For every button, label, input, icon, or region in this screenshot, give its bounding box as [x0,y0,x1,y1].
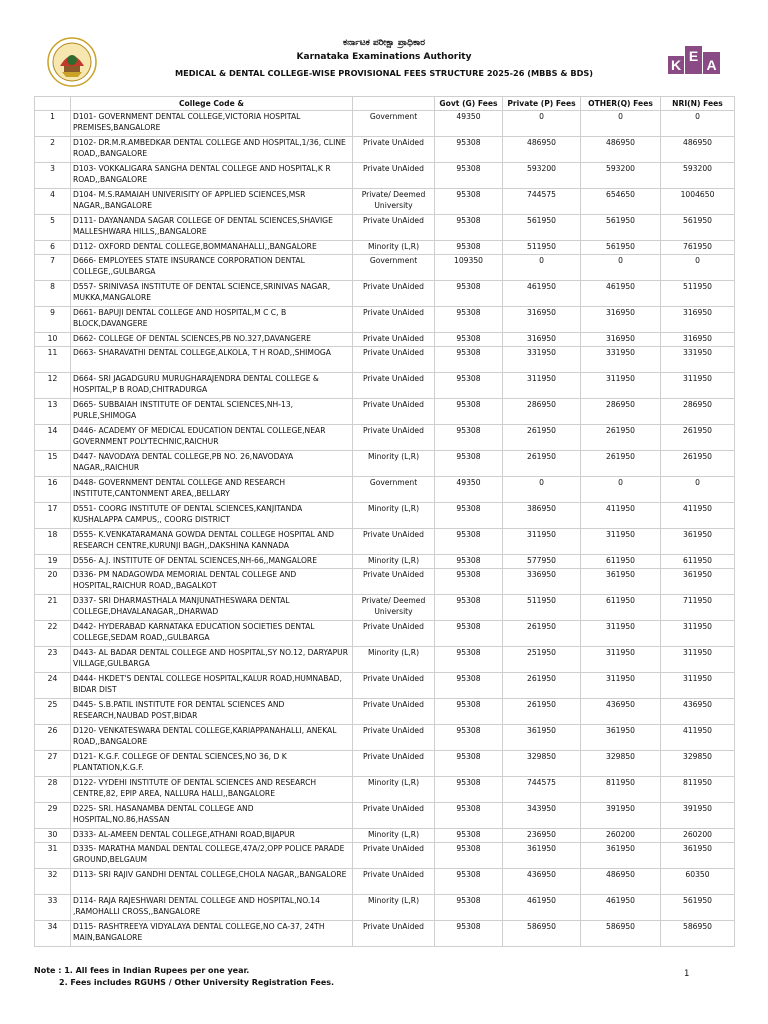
cell-govt-fee: 95308 [435,895,503,921]
cell-other-fee: 261950 [581,425,661,451]
cell-type: Private UnAided [353,699,435,725]
cell-sl: 28 [35,777,71,803]
cell-govt-fee: 95308 [435,829,503,843]
cell-nri-fee: 561950 [661,895,735,921]
table-row [35,241,735,255]
cell-private-fee: 261950 [503,673,581,699]
table-row [35,451,735,477]
cell-nri-fee: 391950 [661,803,735,829]
cell-private-fee: 261950 [503,425,581,451]
svg-text:E: E [688,48,699,64]
cell-nri-fee: 511950 [661,281,735,307]
cell-govt-fee: 95308 [435,803,503,829]
cell-other-fee: 331950 [581,347,661,373]
cell-govt-fee: 109350 [435,255,503,281]
column-header-private: Private (P) Fees [503,97,581,111]
cell-type: Minority (L,R) [353,829,435,843]
cell-other-fee: 361950 [581,569,661,595]
cell-sl: 14 [35,425,71,451]
table-body [35,111,735,947]
table-row [35,425,735,451]
cell-other-fee: 361950 [581,843,661,869]
cell-govt-fee: 95308 [435,843,503,869]
cell-college: D102- DR.M.R.AMBEDKAR DENTAL COLLEGE AND HOSPITAL,1/36, CLINE ROAD,,BANGALORE [71,137,353,163]
table-row [35,215,735,241]
cell-college: D445- S.B.PATIL INSTITUTE FOR DENTAL SCIENCES AND RESEARCH,NAUBAD POST,BIDAR [71,699,353,725]
cell-college: D442- HYDERABAD KARNATAKA EDUCATION SOCIETIES DENTAL COLLEGE,SEDAM ROAD,,GULBARGA [71,621,353,647]
cell-type: Private UnAided [353,529,435,555]
cell-other-fee: 316950 [581,333,661,347]
cell-other-fee: 486950 [581,869,661,895]
cell-nri-fee: 586950 [661,921,735,947]
table-row [35,189,735,215]
cell-private-fee: 336950 [503,569,581,595]
cell-type: Private UnAided [353,725,435,751]
cell-nri-fee: 0 [661,255,735,281]
cell-type: Private UnAided [353,281,435,307]
cell-nri-fee: 261950 [661,451,735,477]
cell-other-fee: 329850 [581,751,661,777]
column-header-sl [35,97,71,111]
cell-type: Private/ Deemed University [353,189,435,215]
cell-type: Private UnAided [353,803,435,829]
cell-govt-fee: 95308 [435,307,503,333]
cell-sl: 22 [35,621,71,647]
cell-sl: 31 [35,843,71,869]
cell-college: D556- A.J. INSTITUTE OF DENTAL SCIENCES,NH-66,,MANGALORE [71,555,353,569]
cell-nri-fee: 411950 [661,725,735,751]
cell-sl: 11 [35,347,71,373]
cell-other-fee: 361950 [581,725,661,751]
cell-college: D663- SHARAVATHI DENTAL COLLEGE,ALKOLA, T H ROAD,,SHIMOGA [71,347,353,373]
table-row [35,333,735,347]
table-row [35,843,735,869]
cell-type: Private UnAided [353,215,435,241]
cell-sl: 29 [35,803,71,829]
table-row [35,307,735,333]
table-row [35,921,735,947]
table-row [35,137,735,163]
cell-other-fee: 461950 [581,895,661,921]
table-row [35,869,735,895]
cell-private-fee: 0 [503,255,581,281]
table-row [35,621,735,647]
cell-sl: 10 [35,333,71,347]
cell-sl: 6 [35,241,71,255]
cell-nri-fee: 761950 [661,241,735,255]
cell-sl: 9 [35,307,71,333]
cell-govt-fee: 95308 [435,189,503,215]
cell-govt-fee: 95308 [435,215,503,241]
cell-govt-fee: 49350 [435,111,503,137]
cell-type: Private UnAided [353,751,435,777]
cell-college: D336- PM NADAGOWDA MEMORIAL DENTAL COLLEGE AND HOSPITAL,RAICHUR ROAD,,BAGALKOT [71,569,353,595]
cell-sl: 25 [35,699,71,725]
cell-private-fee: 361950 [503,843,581,869]
cell-govt-fee: 95308 [435,921,503,947]
document-header [0,36,768,80]
cell-other-fee: 461950 [581,281,661,307]
table-row [35,163,735,189]
cell-govt-fee: 95308 [435,347,503,373]
cell-college: D666- EMPLOYEES STATE INSURANCE CORPORATION DENTAL COLLEGE,,GULBARGA [71,255,353,281]
cell-private-fee: 744575 [503,189,581,215]
column-header-nri: NRI(N) Fees [661,97,735,111]
cell-nri-fee: 311950 [661,373,735,399]
column-header-other: OTHER(Q) Fees [581,97,661,111]
cell-type: Government [353,111,435,137]
cell-other-fee: 260200 [581,829,661,843]
cell-govt-fee: 95308 [435,777,503,803]
cell-private-fee: 561950 [503,215,581,241]
cell-private-fee: 436950 [503,869,581,895]
cell-type: Government [353,255,435,281]
cell-private-fee: 593200 [503,163,581,189]
column-header-type [353,97,435,111]
cell-private-fee: 577950 [503,555,581,569]
cell-other-fee: 593200 [581,163,661,189]
cell-private-fee: 311950 [503,529,581,555]
cell-govt-fee: 95308 [435,399,503,425]
cell-private-fee: 586950 [503,921,581,947]
cell-other-fee: 611950 [581,595,661,621]
cell-other-fee: 654650 [581,189,661,215]
cell-type: Private UnAided [353,163,435,189]
cell-type: Private UnAided [353,921,435,947]
cell-type: Private UnAided [353,137,435,163]
cell-type: Private UnAided [353,843,435,869]
cell-other-fee: 436950 [581,699,661,725]
cell-sl: 30 [35,829,71,843]
cell-sl: 15 [35,451,71,477]
cell-nri-fee: 561950 [661,215,735,241]
cell-type: Private/ Deemed University [353,595,435,621]
cell-sl: 20 [35,569,71,595]
cell-private-fee: 511950 [503,595,581,621]
cell-college: D121- K.G.F. COLLEGE OF DENTAL SCIENCES,NO 36, D K PLANTATION,K.G.F. [71,751,353,777]
cell-type: Government [353,477,435,503]
cell-other-fee: 811950 [581,777,661,803]
cell-type: Private UnAided [353,621,435,647]
cell-college: D335- MARATHA MANDAL DENTAL COLLEGE,47A/2,OPP POLICE PARADE GROUND,BELGAUM [71,843,353,869]
cell-type: Minority (L,R) [353,451,435,477]
table-row [35,399,735,425]
fees-table [34,96,735,947]
cell-sl: 16 [35,477,71,503]
cell-college: D662- COLLEGE OF DENTAL SCIENCES,PB NO.327,DAVANGERE [71,333,353,347]
cell-private-fee: 331950 [503,347,581,373]
cell-govt-fee: 95308 [435,869,503,895]
table-row [35,725,735,751]
cell-nri-fee: 361950 [661,529,735,555]
cell-type: Minority (L,R) [353,555,435,569]
table-row [35,673,735,699]
cell-college: D225- SRI. HASANAMBA DENTAL COLLEGE AND HOSPITAL,NO.86,HASSAN [71,803,353,829]
cell-college: D115- RASHTREEYA VIDYALAYA DENTAL COLLEGE,NO CA-37, 24TH MAIN,BANGALORE [71,921,353,947]
cell-other-fee: 311950 [581,647,661,673]
table-row [35,751,735,777]
table-row [35,595,735,621]
cell-private-fee: 261950 [503,451,581,477]
cell-private-fee: 361950 [503,725,581,751]
table-row [35,569,735,595]
cell-college: D333- AL-AMEEN DENTAL COLLEGE,ATHANI ROAD,BIJAPUR [71,829,353,843]
svg-text:K: K [670,57,682,73]
cell-private-fee: 0 [503,477,581,503]
cell-other-fee: 0 [581,477,661,503]
cell-type: Minority (L,R) [353,647,435,673]
table-row [35,895,735,921]
cell-type: Private UnAided [353,399,435,425]
kannada-authority-name: ಕರ್ನಾಟಕ ಪರೀಕ್ಷಾ ಪ್ರಾಧಿಕಾರ [343,38,425,48]
cell-other-fee: 561950 [581,215,661,241]
cell-private-fee: 386950 [503,503,581,529]
column-header-govt: Govt (G) Fees [435,97,503,111]
cell-private-fee: 316950 [503,307,581,333]
cell-other-fee: 411950 [581,503,661,529]
cell-private-fee: 486950 [503,137,581,163]
cell-sl: 4 [35,189,71,215]
cell-college: D122- VYDEHI INSTITUTE OF DENTAL SCIENCES AND RESEARCH CENTRE,82, EPIP AREA, NALLURA HALLI,,BANGALORE [71,777,353,803]
cell-college: D551- COORG INSTITUTE OF DENTAL SCIENCES,KANJITANDA KUSHALAPPA CAMPUS,, COORG DISTRICT [71,503,353,529]
cell-college: D111- DAYANANDA SAGAR COLLEGE OF DENTAL SCIENCES,SHAVIGE MALLESHWARA HILLS,,BANGALORE [71,215,353,241]
cell-other-fee: 286950 [581,399,661,425]
cell-college: D447- NAVODAYA DENTAL COLLEGE,PB NO. 26,NAVODAYA NAGAR,,RAICHUR [71,451,353,477]
cell-private-fee: 461950 [503,281,581,307]
kea-logo-icon [668,40,720,74]
cell-nri-fee: 311950 [661,621,735,647]
cell-govt-fee: 95308 [435,673,503,699]
table-row [35,503,735,529]
cell-nri-fee: 711950 [661,595,735,621]
table-header-row [35,97,735,111]
cell-other-fee: 316950 [581,307,661,333]
cell-sl: 34 [35,921,71,947]
cell-type: Minority (L,R) [353,241,435,255]
cell-other-fee: 311950 [581,621,661,647]
cell-private-fee: 744575 [503,777,581,803]
notes [34,965,334,989]
cell-govt-fee: 95308 [435,503,503,529]
cell-private-fee: 251950 [503,647,581,673]
cell-type: Private UnAided [353,425,435,451]
cell-govt-fee: 95308 [435,451,503,477]
cell-type: Private UnAided [353,869,435,895]
cell-nri-fee: 361950 [661,843,735,869]
cell-college: D664- SRI JAGADGURU MURUGHARAJENDRA DENTAL COLLEGE & HOSPITAL,P B ROAD,CHITRADURGA [71,373,353,399]
cell-sl: 23 [35,647,71,673]
cell-govt-fee: 95308 [435,621,503,647]
table-row [35,555,735,569]
cell-govt-fee: 95308 [435,373,503,399]
cell-govt-fee: 95308 [435,555,503,569]
cell-other-fee: 261950 [581,451,661,477]
cell-college: D104- M.S.RAMAIAH UNIVERISITY OF APPLIED SCIENCES,MSR NAGAR,,BANGALORE [71,189,353,215]
cell-private-fee: 343950 [503,803,581,829]
cell-college: D337- SRI DHARMASTHALA MANJUNATHESWARA DENTAL COLLEGE,DHAVALANAGAR,,DHARWAD [71,595,353,621]
table-row [35,829,735,843]
cell-nri-fee: 286950 [661,399,735,425]
cell-nri-fee: 0 [661,477,735,503]
cell-other-fee: 311950 [581,529,661,555]
page-number: 1 [684,969,690,979]
cell-govt-fee: 95308 [435,281,503,307]
cell-type: Private UnAided [353,333,435,347]
table-row [35,281,735,307]
cell-nri-fee: 311950 [661,647,735,673]
cell-type: Private UnAided [353,373,435,399]
cell-govt-fee: 95308 [435,699,503,725]
cell-type: Private UnAided [353,347,435,373]
cell-govt-fee: 95308 [435,163,503,189]
cell-other-fee: 391950 [581,803,661,829]
table-row [35,111,735,137]
cell-other-fee: 586950 [581,921,661,947]
cell-nri-fee: 361950 [661,569,735,595]
cell-govt-fee: 95308 [435,425,503,451]
cell-private-fee: 311950 [503,373,581,399]
cell-sl: 26 [35,725,71,751]
cell-govt-fee: 95308 [435,333,503,347]
table-row [35,529,735,555]
cell-sl: 24 [35,673,71,699]
cell-other-fee: 311950 [581,673,661,699]
cell-govt-fee: 95308 [435,595,503,621]
cell-nri-fee: 593200 [661,163,735,189]
cell-sl: 7 [35,255,71,281]
cell-nri-fee: 261950 [661,425,735,451]
cell-sl: 21 [35,595,71,621]
cell-college: D443- AL BADAR DENTAL COLLEGE AND HOSPITAL,SY NO.12, DARYAPUR VILLAGE,GULBARGA [71,647,353,673]
cell-nri-fee: 329850 [661,751,735,777]
cell-sl: 5 [35,215,71,241]
cell-private-fee: 461950 [503,895,581,921]
cell-nri-fee: 486950 [661,137,735,163]
note-line-2: 2. Fees includes RGUHS / Other University Registration Fees. [59,978,335,987]
cell-type: Private UnAided [353,307,435,333]
cell-other-fee: 611950 [581,555,661,569]
cell-sl: 8 [35,281,71,307]
cell-govt-fee: 95308 [435,241,503,255]
cell-govt-fee: 95308 [435,137,503,163]
cell-sl: 17 [35,503,71,529]
table-row [35,477,735,503]
cell-sl: 1 [35,111,71,137]
cell-college: D112- OXFORD DENTAL COLLEGE,BOMMANAHALLI,,BANGALORE [71,241,353,255]
cell-private-fee: 261950 [503,621,581,647]
cell-nri-fee: 60350 [661,869,735,895]
cell-college: D448- GOVERNMENT DENTAL COLLEGE AND RESEARCH INSTITUTE,CANTONMENT AREA,,BELLARY [71,477,353,503]
cell-college: D113- SRI RAJIV GANDHI DENTAL COLLEGE,CHOLA NAGAR,,BANGALORE [71,869,353,895]
cell-type: Minority (L,R) [353,895,435,921]
cell-college: D120- VENKATESWARA DENTAL COLLEGE,KARIAPPANAHALLI, ANEKAL ROAD,,BANGALORE [71,725,353,751]
cell-govt-fee: 95308 [435,529,503,555]
column-header-college: College Code & [71,97,353,111]
cell-govt-fee: 95308 [435,647,503,673]
cell-college: D103- VOKKALIGARA SANGHA DENTAL COLLEGE AND HOSPITAL,K R ROAD,,BANGALORE [71,163,353,189]
cell-private-fee: 0 [503,111,581,137]
svg-text:A: A [706,57,717,73]
cell-other-fee: 311950 [581,373,661,399]
cell-govt-fee: 95308 [435,725,503,751]
document-title: MEDICAL & DENTAL COLLEGE-WISE PROVISIONAL FEES STRUCTURE 2025-26 (MBBS & BDS) [174,68,594,78]
cell-govt-fee: 49350 [435,477,503,503]
cell-private-fee: 511950 [503,241,581,255]
table-row [35,647,735,673]
cell-private-fee: 329850 [503,751,581,777]
cell-nri-fee: 811950 [661,777,735,803]
cell-sl: 18 [35,529,71,555]
cell-college: D101- GOVERNMENT DENTAL COLLEGE,VICTORIA HOSPITAL PREMISES,BANGALORE [71,111,353,137]
cell-govt-fee: 95308 [435,751,503,777]
cell-nri-fee: 331950 [661,347,735,373]
cell-college: D661- BAPUJI DENTAL COLLEGE AND HOSPITAL,M C C, B BLOCK,DAVANGERE [71,307,353,333]
cell-nri-fee: 260200 [661,829,735,843]
cell-govt-fee: 95308 [435,569,503,595]
table-row [35,699,735,725]
cell-college: D555- K.VENKATARAMANA GOWDA DENTAL COLLEGE HOSPITAL AND RESEARCH CENTRE,KURUNJI BAGH,,DAKSHINA KANNADA [71,529,353,555]
cell-nri-fee: 611950 [661,555,735,569]
cell-nri-fee: 316950 [661,307,735,333]
cell-other-fee: 0 [581,255,661,281]
cell-other-fee: 0 [581,111,661,137]
table-row [35,777,735,803]
cell-college: D444- HKDET'S DENTAL COLLEGE HOSPITAL,KALUR ROAD,HUMNABAD, BIDAR DIST [71,673,353,699]
cell-sl: 32 [35,869,71,895]
cell-sl: 27 [35,751,71,777]
table-row [35,373,735,399]
cell-type: Minority (L,R) [353,777,435,803]
cell-nri-fee: 316950 [661,333,735,347]
note-line-1: Note : 1. All fees in Indian Rupees per one year. [34,966,250,975]
table-row [35,347,735,373]
cell-nri-fee: 311950 [661,673,735,699]
cell-private-fee: 316950 [503,333,581,347]
cell-college: D665- SUBBAIAH INSTITUTE OF DENTAL SCIENCES,NH-13, PURLE,SHIMOGA [71,399,353,425]
table-row [35,255,735,281]
cell-type: Private UnAided [353,673,435,699]
cell-sl: 19 [35,555,71,569]
cell-private-fee: 286950 [503,399,581,425]
cell-private-fee: 261950 [503,699,581,725]
cell-college: D114- RAJA RAJESHWARI DENTAL COLLEGE AND HOSPITAL,NO.14 ,RAMOHALLI CROSS,,BANGALORE [71,895,353,921]
cell-nri-fee: 436950 [661,699,735,725]
cell-sl: 3 [35,163,71,189]
cell-college: D557- SRINIVASA INSTITUTE OF DENTAL SCIENCE,SRINIVAS NAGAR, MUKKA,MANGALORE [71,281,353,307]
cell-type: Private UnAided [353,569,435,595]
cell-sl: 2 [35,137,71,163]
cell-nri-fee: 0 [661,111,735,137]
cell-type: Minority (L,R) [353,503,435,529]
cell-sl: 13 [35,399,71,425]
cell-sl: 33 [35,895,71,921]
cell-nri-fee: 1004650 [661,189,735,215]
cell-college: D446- ACADEMY OF MEDICAL EDUCATION DENTAL COLLEGE,NEAR GOVERNMENT POLYTECHNIC,RAICHUR [71,425,353,451]
cell-other-fee: 486950 [581,137,661,163]
cell-other-fee: 561950 [581,241,661,255]
authority-name: Karnataka Examinations Authority [296,52,472,62]
cell-private-fee: 236950 [503,829,581,843]
table-row [35,803,735,829]
cell-sl: 12 [35,373,71,399]
cell-nri-fee: 411950 [661,503,735,529]
